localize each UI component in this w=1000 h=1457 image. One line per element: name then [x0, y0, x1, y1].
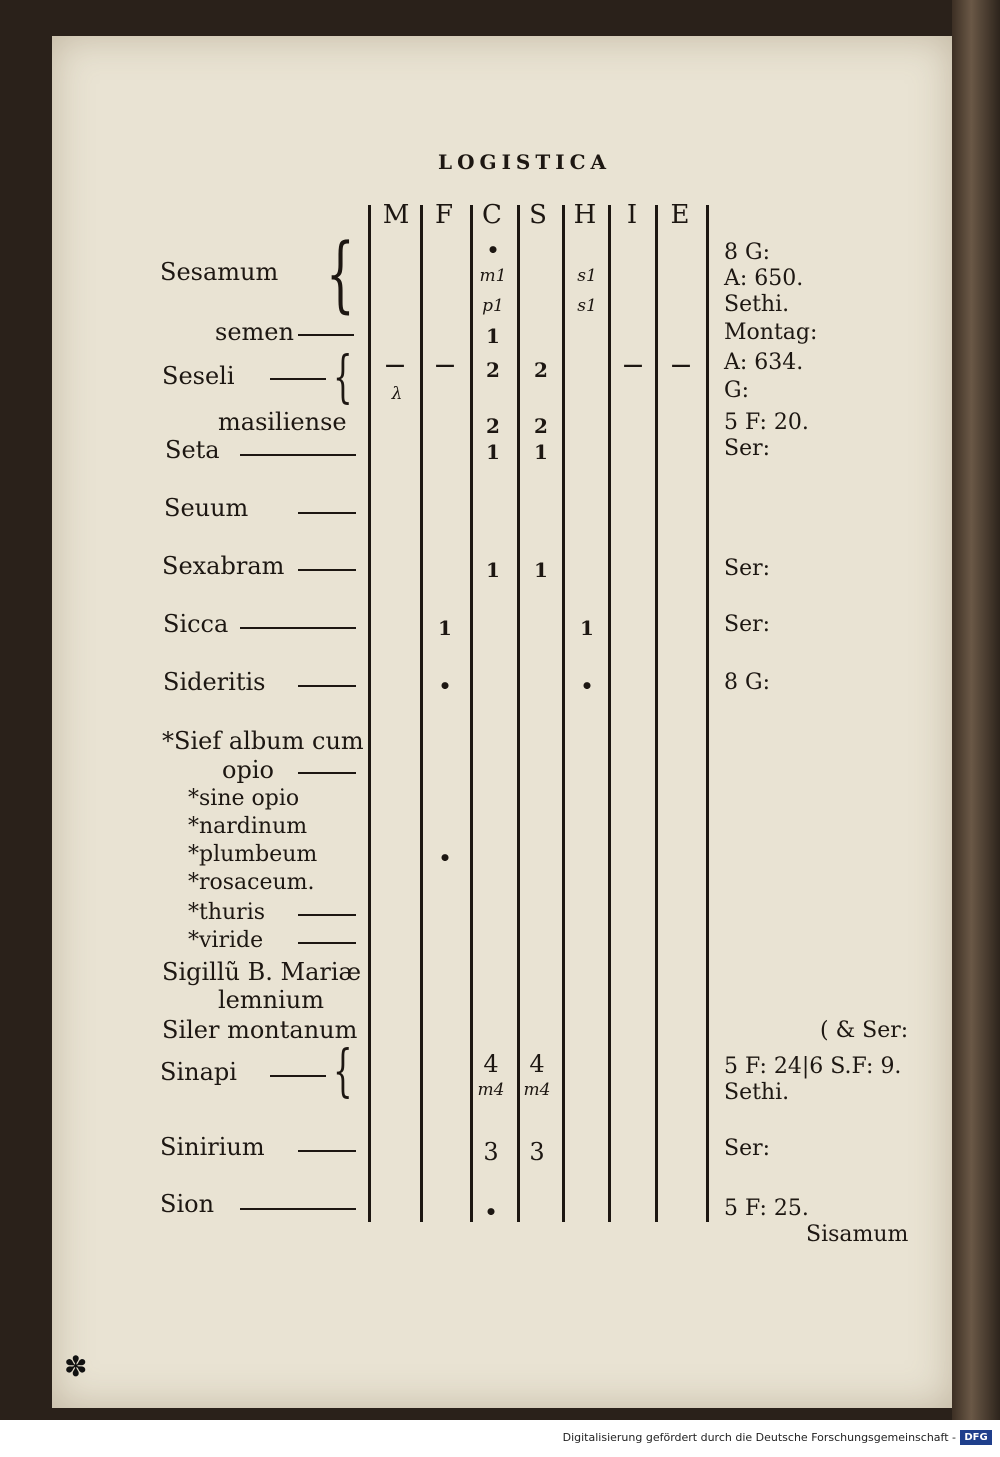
table-cell: λ [391, 384, 403, 404]
leader-line [298, 334, 354, 336]
leader-line [298, 685, 356, 687]
entry-seuum: Seuum [164, 494, 249, 522]
table-cell: m1 [479, 266, 507, 286]
source-note: 8 G: [724, 240, 770, 265]
table-cell: 2 [486, 414, 500, 438]
table-cell: 1 [534, 440, 548, 464]
table-cell: 1 [534, 558, 548, 582]
entry-seseli: Seseli [162, 362, 235, 390]
brace: { [333, 1039, 353, 1104]
entry-semen: semen [215, 318, 294, 346]
table-cell: — [435, 352, 455, 376]
column-header-s: S [529, 200, 547, 230]
leader-line [240, 454, 356, 456]
entry-sinapi: Sinapi [160, 1058, 237, 1086]
leader-line [298, 772, 356, 774]
source-note: A: 634. [724, 350, 804, 375]
leader-line [270, 1075, 326, 1077]
leader-line [298, 942, 356, 944]
table-cell: — [623, 352, 643, 376]
table-cell: 2 [486, 358, 500, 382]
table-cell: 1 [580, 616, 594, 640]
entry-sine-opio: *sine opio [188, 786, 300, 811]
leader-line [298, 1150, 356, 1152]
source-note: Ser: [724, 556, 771, 581]
source-note: Ser: [724, 1136, 771, 1161]
table-cell: 4 [483, 1050, 499, 1078]
ornament-icon: ✽ [64, 1350, 88, 1383]
footer-credit: Digitalisierung gefördert durch die Deutsche Forschungsgemeinschaft - [562, 1431, 956, 1444]
book-spine [952, 0, 1000, 1420]
table-cell: m4 [523, 1080, 551, 1100]
column-rule [368, 205, 371, 1222]
source-note: 5 F: 24|6 S.F: 9. [724, 1054, 902, 1079]
entry-sesamum: Sesamum [160, 258, 279, 286]
source-note: Sethi. [724, 292, 790, 317]
table-cell: — [385, 352, 405, 376]
source-note: A: 650. [724, 266, 804, 291]
entry-sideritis: Sideritis [163, 668, 266, 696]
catchword: Sisamum [806, 1222, 909, 1247]
table-cell: • [438, 846, 452, 870]
entry-sinirium: Sinirium [160, 1133, 265, 1161]
table-cell: 1 [438, 616, 452, 640]
entry-thuris: *thuris [188, 900, 266, 925]
column-header-f: F [434, 200, 454, 230]
source-note: G: [724, 378, 749, 403]
brace: { [326, 227, 355, 322]
table-cell: s1 [577, 296, 597, 316]
table-cell: 2 [534, 414, 548, 438]
leader-line [240, 1208, 356, 1210]
column-header-h: H [573, 200, 597, 230]
column-header-e: E [670, 200, 690, 230]
leader-line [298, 914, 356, 916]
footer-bar [0, 1420, 1000, 1457]
dfg-logo: DFG [960, 1430, 992, 1445]
source-note: Sethi. [724, 1080, 790, 1105]
column-header-c: C [482, 200, 502, 230]
source-note: Montag: [724, 320, 818, 345]
entry-sicca: Sicca [163, 610, 229, 638]
column-header-i: I [626, 200, 638, 230]
table-cell: s1 [577, 266, 597, 286]
table-cell: • [484, 1200, 498, 1224]
table-cell: 2 [534, 358, 548, 382]
entry-nardinum: *nardinum [188, 814, 308, 839]
column-rule [706, 205, 709, 1222]
table-cell: 1 [486, 558, 500, 582]
entry-sief-album: *Sief album cum [162, 727, 364, 755]
page-header: LOGISTICA [438, 150, 612, 174]
source-note: ( & Ser: [820, 1018, 909, 1043]
table-cell: 3 [483, 1138, 499, 1166]
entry-masiliense: masiliense [218, 408, 347, 436]
table-cell: — [671, 352, 691, 376]
entry-opio: opio [222, 756, 274, 784]
entry-lemnium: lemnium [218, 986, 324, 1014]
table-cell: 4 [529, 1050, 545, 1078]
brace: { [333, 345, 353, 410]
entry-viride: *viride [188, 928, 264, 953]
table-cell: • [580, 674, 594, 698]
entry-seta: Seta [165, 436, 220, 464]
source-note: 8 G: [724, 670, 770, 695]
source-note: Ser: [724, 612, 771, 637]
source-note: 5 F: 20. [724, 410, 809, 435]
entry-sigillum: Sigillũ B. Mariæ [162, 958, 362, 986]
leader-line [270, 378, 326, 380]
entry-sexabram: Sexabram [162, 552, 285, 580]
source-note: Ser: [724, 436, 771, 461]
column-header-m: M [382, 200, 410, 230]
table-cell: • [486, 238, 500, 262]
table-cell: p1 [482, 296, 504, 316]
table-cell: m4 [477, 1080, 505, 1100]
source-note: 5 F: 25. [724, 1196, 809, 1221]
table-cell: 3 [529, 1138, 545, 1166]
leader-line [240, 627, 356, 629]
table-cell: 1 [486, 324, 500, 348]
leader-line [298, 569, 356, 571]
leader-line [298, 512, 356, 514]
entry-sion: Sion [160, 1190, 215, 1218]
entry-plumbeum: *plumbeum [188, 842, 318, 867]
table-cell: 1 [486, 440, 500, 464]
entry-rosaceum: *rosaceum. [188, 870, 315, 895]
entry-siler: Siler montanum [162, 1016, 358, 1044]
table-cell: • [438, 674, 452, 698]
